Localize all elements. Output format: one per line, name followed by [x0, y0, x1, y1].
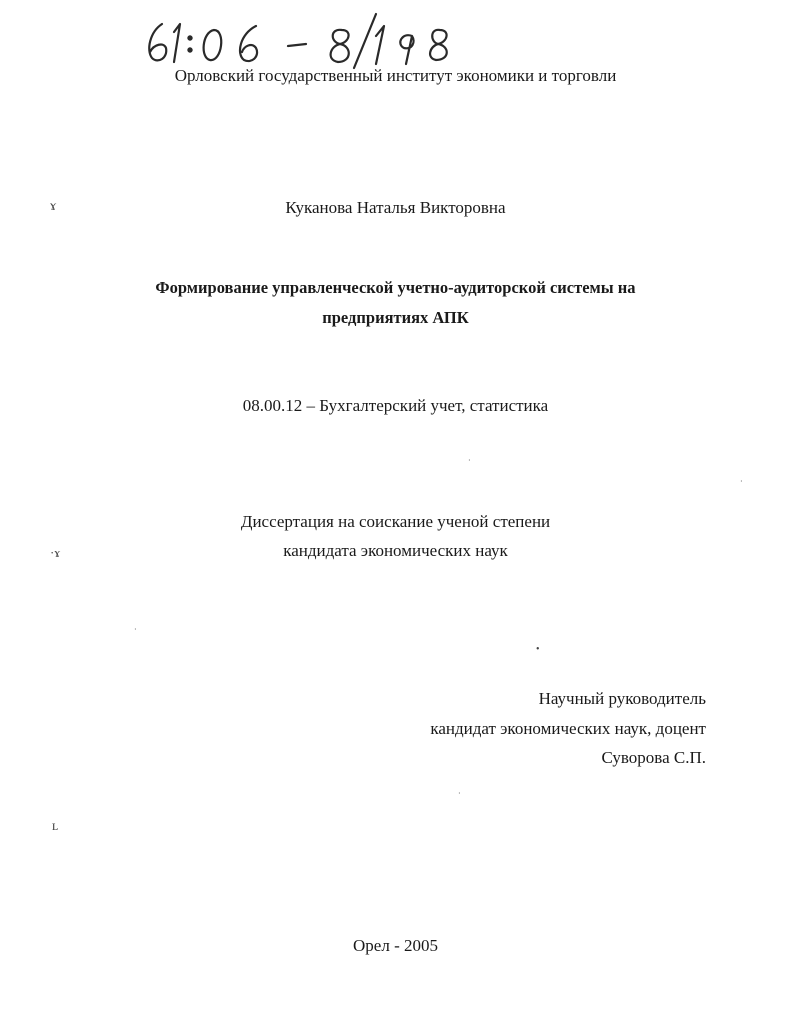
- author-name: Куканова Наталья Викторовна: [285, 198, 506, 217]
- specialty-code: 08.00.12 – Бухгалтерский учет, статистика: [242, 396, 549, 415]
- handwritten-archive-number: [140, 2, 470, 74]
- scan-mark: ·ɤ: [50, 545, 61, 560]
- scan-mark: ɤ: [50, 199, 57, 214]
- scan-speck: ·: [740, 477, 743, 486]
- handwritten-archive-number-drawing: [140, 2, 470, 74]
- degree-line-2: кандидата экономических наук: [283, 541, 508, 560]
- scan-speck: •: [536, 644, 540, 655]
- scan-mark: ʟ: [52, 819, 59, 834]
- city-year: Орел - 2005: [353, 936, 438, 955]
- supervisor-name: Суворова С.П.: [601, 748, 706, 767]
- institution-name: Орловский государственный институт экономики и торговли: [174, 66, 617, 85]
- title-line-2: предприятиях АПК: [322, 308, 469, 327]
- scan-speck: ·: [468, 456, 471, 465]
- supervisor-role: Научный руководитель: [538, 689, 706, 708]
- title-line-1: Формирование управленческой учетно-аудиторской системы на: [155, 278, 636, 297]
- scan-speck: ·: [458, 789, 461, 798]
- scan-speck: ·: [134, 625, 137, 634]
- supervisor-title: кандидат экономических наук, доцент: [430, 719, 706, 738]
- degree-line-1: Диссертация на соискание ученой степени: [240, 512, 551, 531]
